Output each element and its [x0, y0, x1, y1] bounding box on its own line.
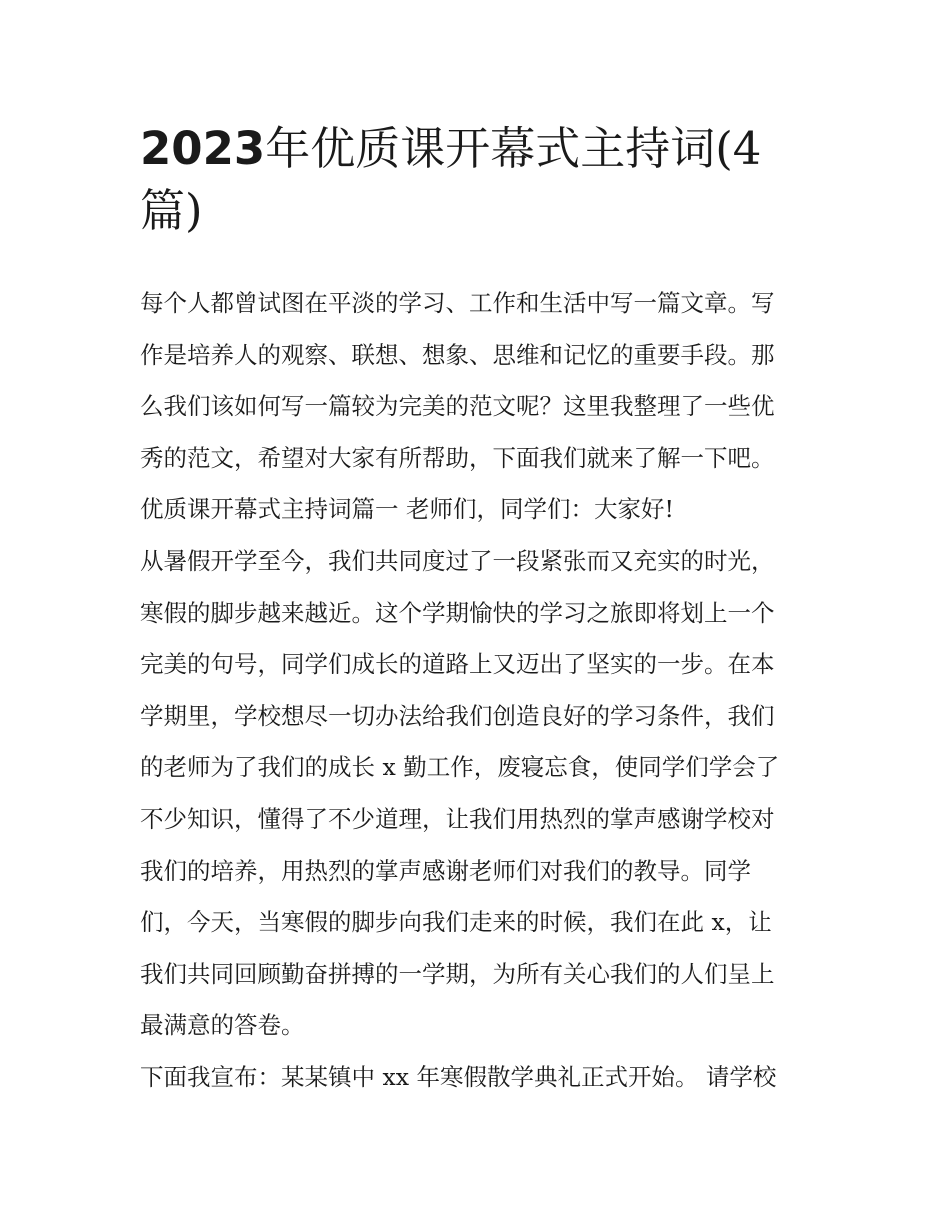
body-line-11: 不少知识，懂得了不少道理，让我们用热烈的掌声感谢学校对 — [140, 804, 775, 833]
body-line-15: 最满意的答卷。 — [140, 1011, 305, 1040]
body-line-3: 么我们该如何写一篇较为完美的范文呢？这里我整理了一些优 — [140, 392, 775, 421]
body-line-12: 我们的培养，用热烈的掌声感谢老师们对我们的教导。同学 — [140, 856, 751, 885]
title-text-line2: 篇) — [140, 184, 203, 237]
body-line-8: 完美的句号，同学们成长的道路上又迈出了坚实的一步。在本 — [140, 650, 775, 679]
body-line-4: 秀的范文，希望对大家有所帮助，下面我们就来了解一下吧。 — [140, 443, 775, 472]
body-line-1: 每个人都曾试图在平淡的学习、工作和生活中写一篇文章。写 — [140, 289, 775, 317]
body-line-7: 寒假的脚步越来越近。这个学期愉快的学习之旅即将划上一个 — [140, 598, 775, 627]
body-line-9: 学期里，学校想尽一切办法给我们创造良好的学习条件，我们 — [140, 701, 775, 730]
body-line-16: 下面我宣布：某某镇中 xx 年寒假散学典礼正式开始。 请学校 — [140, 1062, 777, 1091]
document-body — [140, 278, 820, 1104]
title-text-line1: 年优质课开幕式主持词(4 — [265, 122, 762, 175]
body-line-14: 我们共同回顾勤奋拼搏的一学期，为所有关心我们的人们呈上 — [140, 959, 775, 988]
body-line-6: 从暑假开学至今，我们共同度过了一段紧张而又充实的时光， — [140, 546, 775, 575]
body-line-5: 优质课开幕式主持词篇一 老师们，同学们：大家好! — [140, 495, 674, 524]
title-year: 2023 — [140, 122, 266, 175]
body-line-10: 的老师为了我们的成长 x 勤工作，废寝忘食，使同学们学会了 — [140, 753, 780, 782]
body-line-13: 们，今天，当寒假的脚步向我们走来的时候，我们在此 x，让 — [140, 908, 772, 937]
body-line-2: 作是培养人的观察、联想、想象、思维和记忆的重要手段。那 — [140, 340, 775, 369]
document-title — [140, 118, 820, 242]
